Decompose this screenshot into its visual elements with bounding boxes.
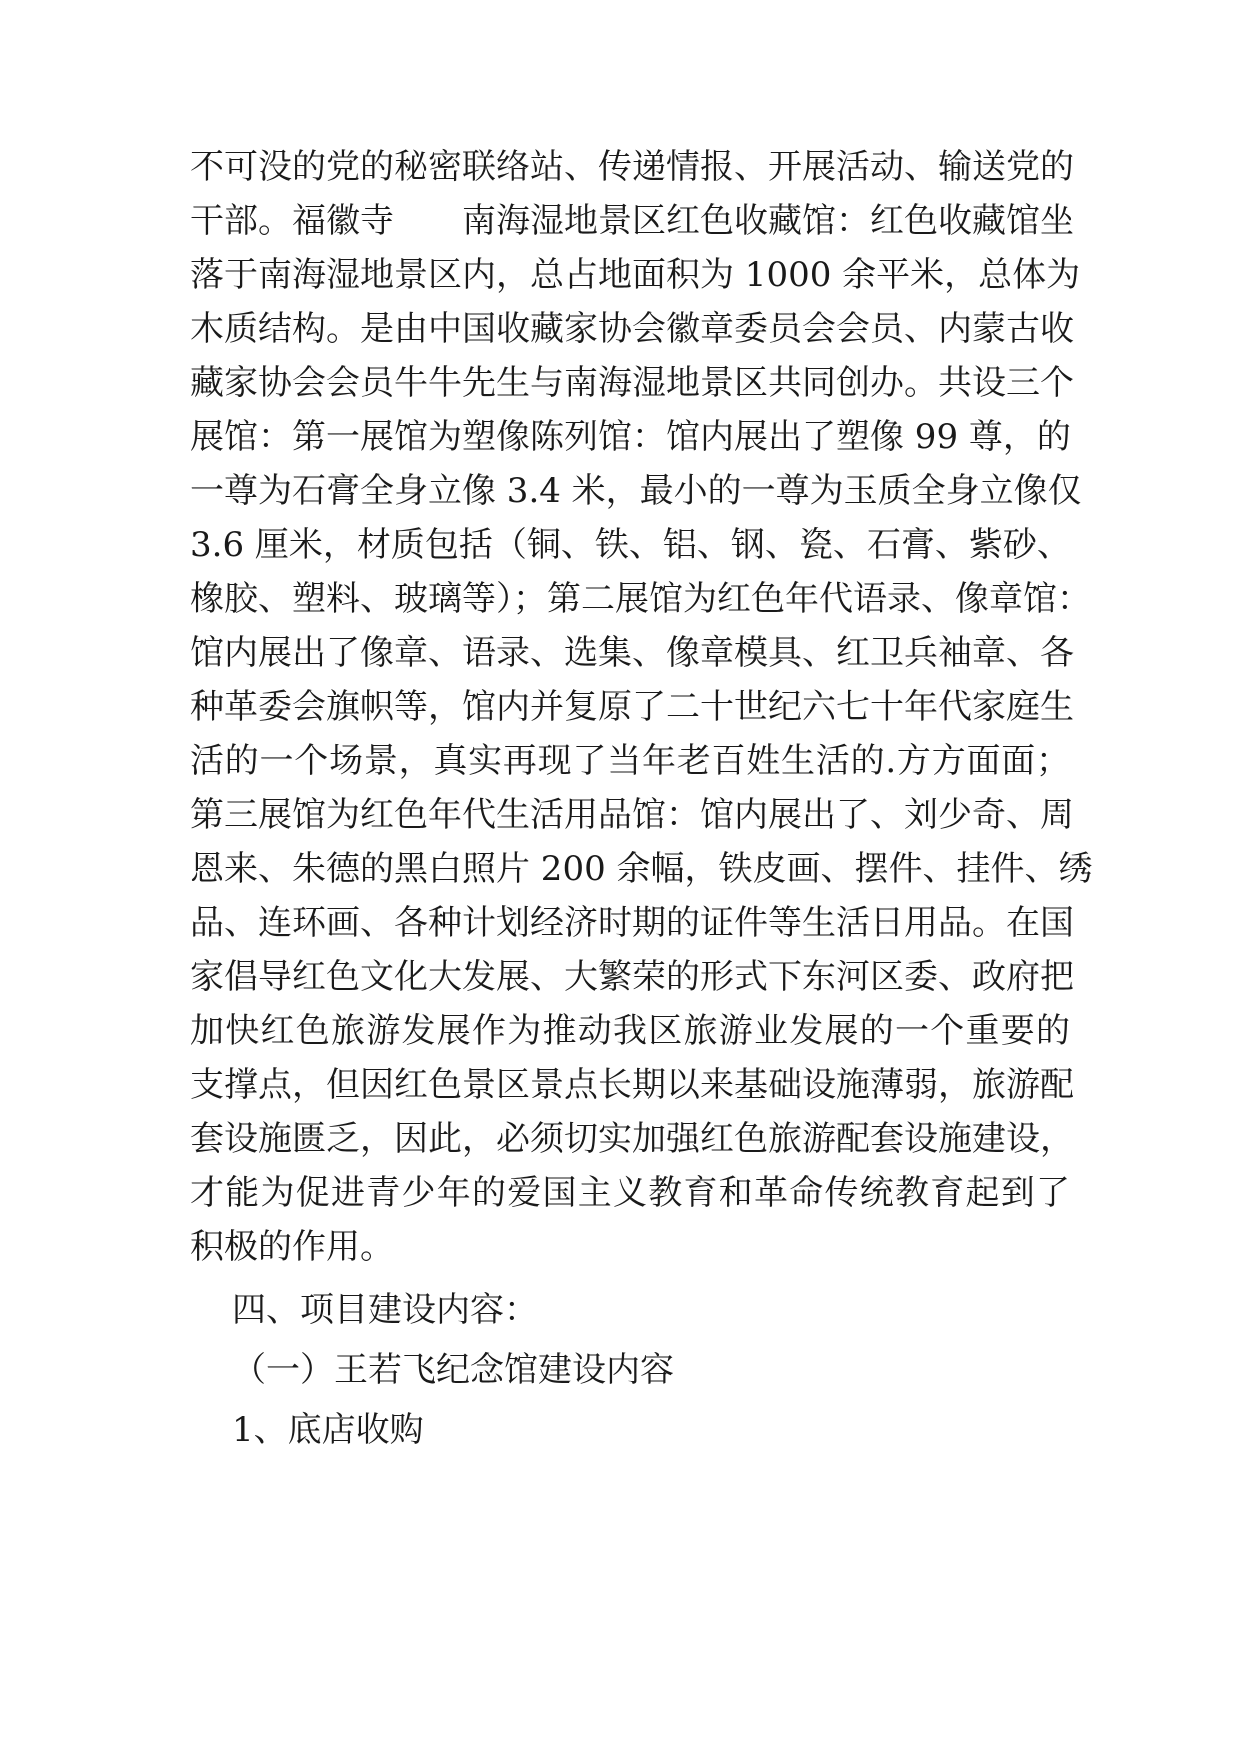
paragraph-line: 品、连环画、各种计划经济时期的证件等生活日用品。在国 xyxy=(190,903,1074,943)
paragraph-line: 家倡导红色文化大发展、大繁荣的形式下东河区委、政府把 xyxy=(190,957,1074,997)
paragraph-line: 落于南海湿地景区内，总占地面积为 1000 余平米，总体为 xyxy=(190,255,1081,295)
paragraph-line: 第三展馆为红色年代生活用品馆：馆内展出了、刘少奇、周 xyxy=(190,795,1074,835)
paragraph-line: 活的一个场景，真实再现了当年老百姓生活的.方方面面； xyxy=(190,741,1070,781)
paragraph-line: 展馆：第一展馆为塑像陈列馆：馆内展出了塑像 99 尊，的 xyxy=(190,417,1071,457)
paragraph-line: 干部。福徽寺 南海湿地景区红色收藏馆：红色收藏馆坐 xyxy=(190,201,1074,241)
paragraph-line: 木质结构。是由中国收藏家协会徽章委员会会员、内蒙古收 xyxy=(190,309,1074,349)
item-heading: 1、底店收购 xyxy=(232,1410,424,1450)
paragraph-line: 恩来、朱德的黑白照片 200 余幅，铁皮画、摆件、挂件、绣 xyxy=(190,849,1093,889)
paragraph-line: 加快红色旅游发展作为推动我区旅游业发展的一个重要的 xyxy=(190,1011,1070,1051)
paragraph-line: 积极的作用。 xyxy=(190,1227,394,1267)
paragraph-line: 不可没的党的秘密联络站、传递情报、开展活动、输送党的 xyxy=(190,147,1074,187)
paragraph-line: 支撑点，但因红色景区景点长期以来基础设施薄弱，旅游配 xyxy=(190,1065,1074,1105)
paragraph-line: 一尊为石膏全身立像 3.4 米，最小的一尊为玉质全身立像仅 xyxy=(190,471,1082,511)
paragraph-line: 3.6 厘米，材质包括（铜、铁、铝、钢、瓷、石膏、紫砂、 xyxy=(190,525,1071,565)
paragraph-line: 种革委会旗帜等，馆内并复原了二十世纪六七十年代家庭生 xyxy=(190,687,1074,727)
subsection-heading: （一）王若飞纪念馆建设内容 xyxy=(232,1350,674,1390)
section-heading: 四、项目建设内容： xyxy=(232,1290,538,1330)
paragraph-line: 馆内展出了像章、语录、选集、像章模具、红卫兵袖章、各 xyxy=(190,633,1074,673)
paragraph-line: 橡胶、塑料、玻璃等）；第二展馆为红色年代语录、像章馆： xyxy=(190,579,1091,619)
paragraph-line: 才能为促进青少年的爱国主义教育和革命传统教育起到了 xyxy=(190,1173,1070,1213)
paragraph-line: 藏家协会会员牛牛先生与南海湿地景区共同创办。共设三个 xyxy=(190,363,1074,403)
paragraph-line: 套设施匮乏，因此，必须切实加强红色旅游配套设施建设， xyxy=(190,1119,1074,1159)
